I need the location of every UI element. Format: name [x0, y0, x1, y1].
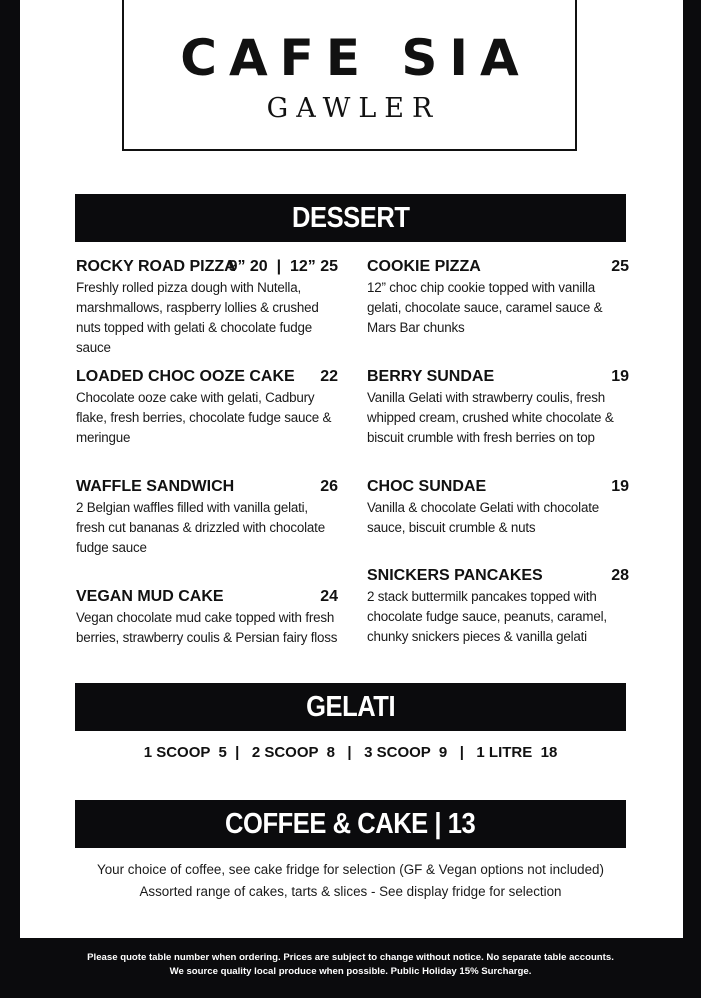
item-name: COOKIE PIZZA — [367, 258, 481, 275]
item-name: WAFFLE SANDWICH — [76, 478, 235, 495]
item-description: Vanilla & chocolate Gelati with chocolate sauce, biscuit crumble & nuts — [367, 500, 599, 535]
menu-item-snickers-pancakes — [367, 565, 629, 647]
item-price: 24 — [320, 588, 338, 605]
item-description: 2 Belgian waffles filled with vanilla gelati, fresh cut bananas & drizzled with chocolate fudge sauce — [76, 500, 325, 555]
footer-line: Please quote table number when ordering. Prices are subject to change without notice. No separate table accounts. — [87, 952, 614, 963]
item-name: CHOC SUNDAE — [367, 478, 487, 495]
item-description: Vanilla Gelati with strawberry coulis, fresh whipped cream, crushed white chocolate & biscuit crumble with fresh berries on top — [367, 390, 614, 445]
item-description: Freshly rolled pizza dough with Nutella, marshmallows, raspberry lollies & crushed nuts topped with gelati & chocolate fudge sauce — [76, 280, 319, 355]
gelati-heading — [75, 683, 626, 731]
menu-item-choc-sundae — [367, 476, 629, 538]
coffee-cake-heading-text: COFFEE & CAKE | 13 — [225, 808, 476, 840]
item-price: 19 — [611, 478, 629, 495]
menu-item-vegan-mud-cake — [76, 586, 338, 648]
menu-item-loaded-choc-ooze-cake — [76, 366, 338, 448]
item-price: 25 — [611, 258, 629, 275]
gelati-prices: 1 SCOOP 5 | 2 SCOOP 8 | 3 SCOOP 9 | 1 LITRE 18 — [143, 744, 558, 761]
menu-item-waffle-sandwich — [76, 476, 338, 558]
coffee-description: Your choice of coffee, see cake fridge for selection (GF & Vegan options not included) — [97, 862, 604, 877]
item-name: LOADED CHOC OOZE CAKE — [76, 368, 295, 385]
item-price: 22 — [320, 368, 338, 385]
item-name: VEGAN MUD CAKE — [76, 588, 224, 605]
item-description: Vegan chocolate mud cake topped with fresh berries, strawberry coulis & Persian fairy floss — [76, 610, 338, 645]
dessert-heading-text: DESSERT — [291, 202, 410, 234]
item-name: ROCKY ROAD PIZZA — [76, 258, 236, 275]
item-price: 19 — [611, 368, 629, 385]
item-name: SNICKERS PANCAKES — [367, 567, 543, 584]
item-description: 2 stack buttermilk pancakes topped with chocolate fudge sauce, peanuts, caramel, chunky snickers pieces & vanilla gelati — [367, 589, 607, 644]
cafe-location: GAWLER — [266, 93, 441, 124]
menu-item-cookie-pizza — [367, 256, 629, 338]
coffee-cake-heading — [75, 800, 626, 848]
cake-description: Assorted range of cakes, tarts & slices - See display fridge for selection — [139, 884, 562, 899]
footer-line: We source quality local produce when possible. Public Holiday 15% Surcharge. — [169, 966, 532, 977]
item-price: 9” 20 | 12” 25 — [228, 258, 338, 275]
cafe-name: CAFE SIA — [180, 29, 531, 87]
item-price: 26 — [320, 478, 338, 495]
logo-box — [122, 0, 577, 151]
dessert-heading — [75, 194, 626, 242]
footer-notes — [0, 951, 701, 979]
menu-item-rocky-road-pizza — [76, 256, 338, 358]
item-price: 28 — [611, 567, 629, 584]
menu-item-berry-sundae — [367, 366, 629, 448]
item-description: Chocolate ooze cake with gelati, Cadbury flake, fresh berries, chocolate fudge sauce & meringue — [76, 390, 332, 445]
item-description: 12” choc chip cookie topped with vanilla gelati, chocolate sauce, caramel sauce & Mars Bar chunks — [367, 280, 603, 335]
item-name: BERRY SUNDAE — [367, 368, 495, 385]
gelati-heading-text: GELATI — [305, 691, 396, 723]
